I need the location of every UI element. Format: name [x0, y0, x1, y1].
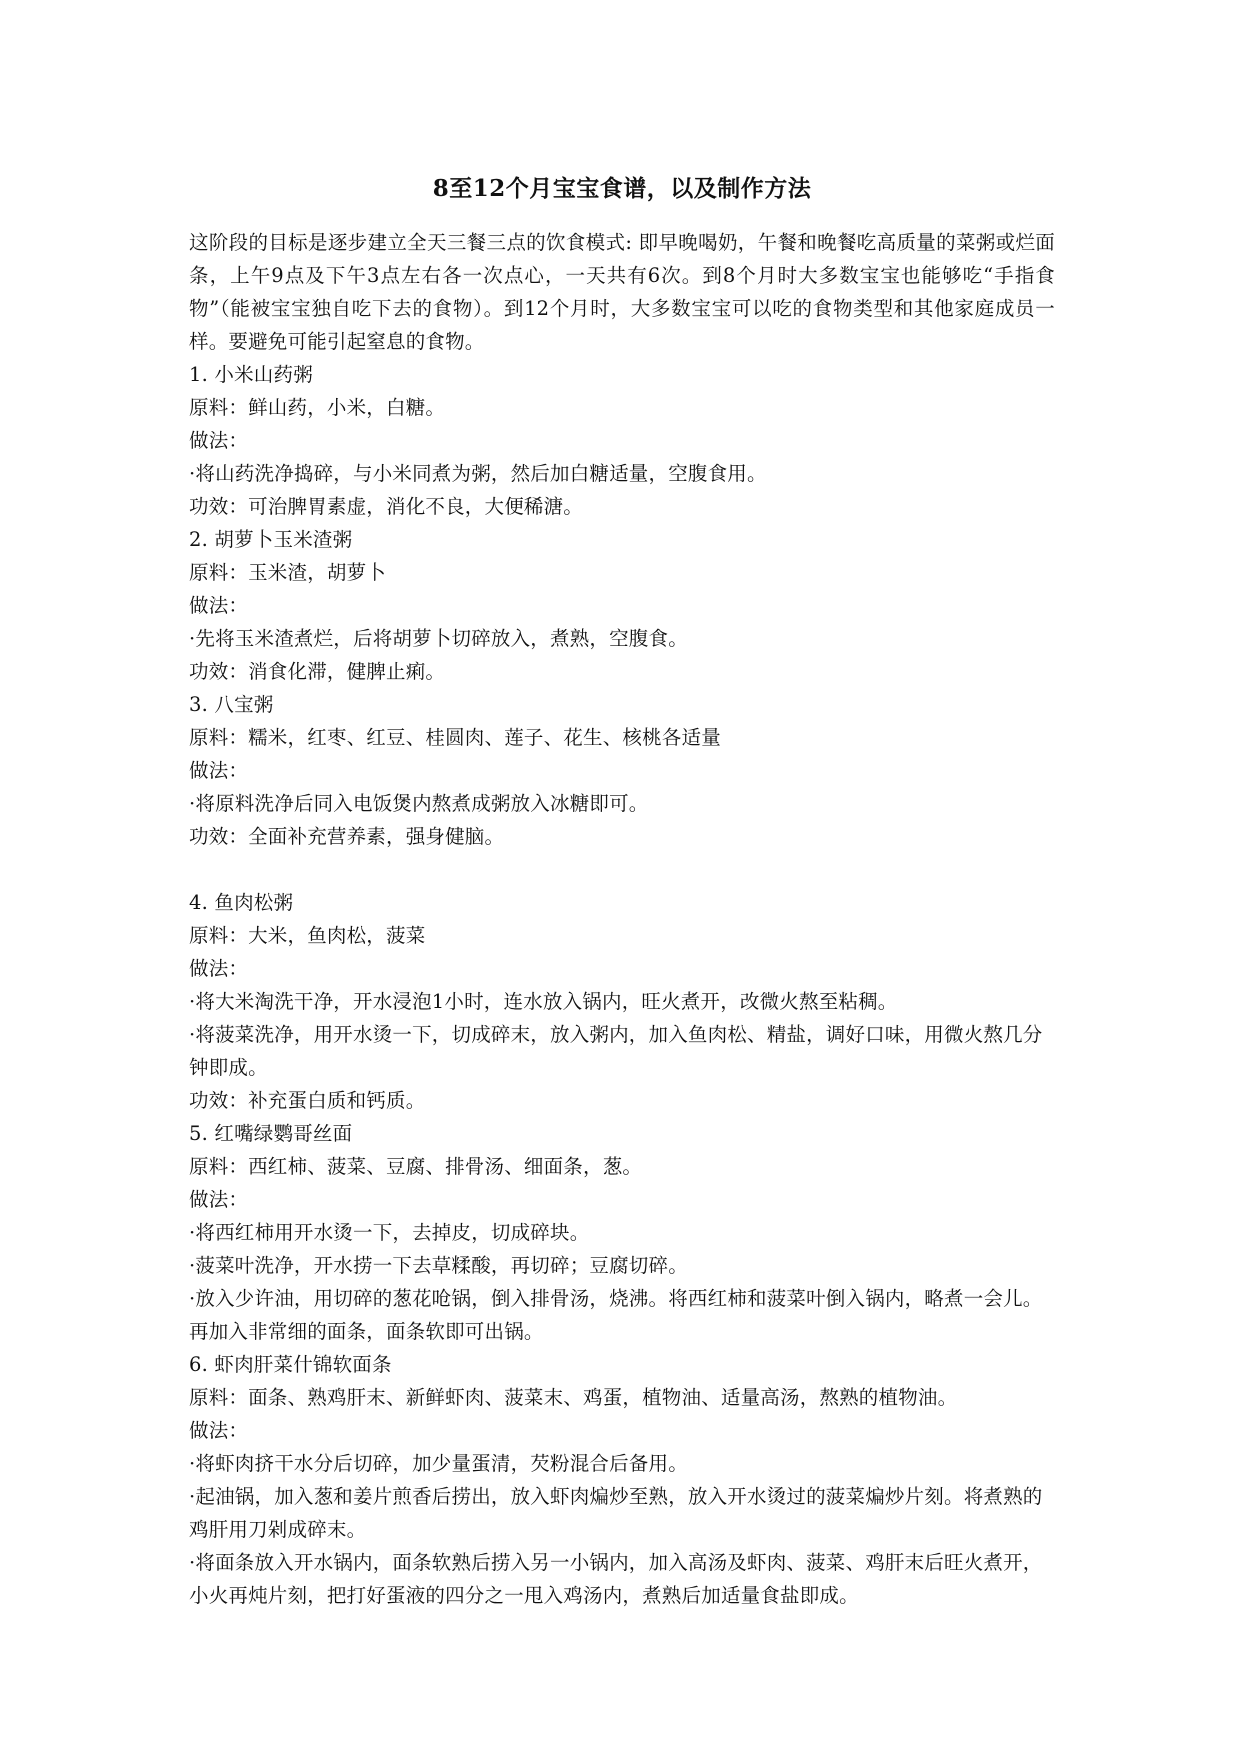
- recipe-step: ·先将玉米渣煮烂，后将胡萝卜切碎放入，煮熟，空腹食。: [189, 627, 688, 650]
- recipe-step: ·将原料洗净后同入电饭煲内熬煮成粥放入冰糖即可。: [189, 792, 649, 815]
- recipe-method-label: 做法：: [189, 1188, 249, 1211]
- intro-paragraph: 这阶段的目标是逐步建立全天三餐三点的饮食模式: 即早晚喝奶，午餐和晚餐吃高质量的菜粥或烂面条，上午9点及下午3点左右各一次点心，一天共有6次。到8个月时大多数宝宝也能够吃“手指食物”（能被宝宝独自吃下去的食物）。到12个月时，大多数宝宝可以吃的食物类型和其他家庭成员一样。要避免可能引起窒息的食物。: [189, 231, 1055, 353]
- recipe-effect: 功效：补充蛋白质和钙质。: [189, 1089, 426, 1112]
- recipe-ingredients: 原料：鲜山药，小米，白糖。: [189, 396, 446, 419]
- recipe-step: ·将大米淘洗干净，开水浸泡1小时，连水放入锅内，旺火煮开，改微火熬至粘稠。: [189, 990, 898, 1013]
- recipe-heading: 3. 八宝粥: [189, 693, 274, 716]
- recipe-ingredients: 原料：糯米，红枣、红豆、桂圆肉、莲子、花生、核桃各适量: [189, 726, 721, 749]
- recipe-method-label: 做法：: [189, 759, 249, 782]
- recipe-method-label: 做法：: [189, 594, 249, 617]
- recipe-step: ·将山药洗净捣碎，与小米同煮为粥，然后加白糖适量，空腹食用。: [189, 462, 767, 485]
- recipe-heading: 4. 鱼肉松粥: [189, 891, 294, 914]
- recipe-step: ·菠菜叶洗净，开水捞一下去草糅酸，再切碎；豆腐切碎。: [189, 1254, 688, 1277]
- recipe-step: ·将菠菜洗净，用开水烫一下，切成碎末，放入粥内，加入鱼肉松、精盐，调好口味，用微火熬几分钟即成。: [189, 1023, 1043, 1079]
- document-title: 8至12个月宝宝食谱，以及制作方法: [432, 175, 812, 202]
- recipe-method-label: 做法：: [189, 429, 249, 452]
- recipe-effect: 功效：全面补充营养素，强身健脑。: [189, 825, 505, 848]
- recipe-ingredients: 原料：面条、熟鸡肝末、新鲜虾肉、菠菜末、鸡蛋，植物油、适量高汤，熬熟的植物油。: [189, 1386, 958, 1409]
- recipe-method-label: 做法：: [189, 957, 249, 980]
- recipe-ingredients: 原料：大米，鱼肉松，菠菜: [189, 924, 426, 947]
- recipe-step: ·放入少许油，用切碎的葱花呛锅，倒入排骨汤，烧沸。将西红柿和菠菜叶倒入锅内，略煮一会儿。再加入非常细的面条，面条软即可出锅。: [189, 1287, 1043, 1343]
- recipe-heading: 5. 红嘴绿鹦哥丝面: [189, 1122, 353, 1145]
- document-page: [189, 170, 1055, 1612]
- recipe-step: ·将虾肉挤干水分后切碎，加少量蛋清，芡粉混合后备用。: [189, 1452, 688, 1475]
- recipe-step: ·起油锅，加入葱和姜片煎香后捞出，放入虾肉煸炒至熟，放入开水烫过的菠菜煸炒片刻。将煮熟的鸡肝用刀剁成碎末。: [189, 1485, 1043, 1541]
- recipe-effect: 功效：可治脾胃素虚，消化不良，大便稀溏。: [189, 495, 584, 518]
- recipe-heading: 6. 虾肉肝菜什锦软面条: [189, 1353, 392, 1376]
- recipe-ingredients: 原料：玉米渣，胡萝卜: [189, 561, 387, 584]
- recipe-step: ·将面条放入开水锅内，面条软熟后捞入另一小锅内，加入高汤及虾肉、菠菜、鸡肝末后旺火煮开，小火再炖片刻，把打好蛋液的四分之一甩入鸡汤内，煮熟后加适量食盐即成。: [189, 1551, 1043, 1607]
- blank-line: [189, 853, 1055, 886]
- recipe-ingredients: 原料：西红柿、菠菜、豆腐、排骨汤、细面条，葱。: [189, 1155, 643, 1178]
- recipe-effect: 功效：消食化滞，健脾止痢。: [189, 660, 446, 683]
- recipe-heading: 2. 胡萝卜玉米渣粥: [189, 528, 353, 551]
- recipe-method-label: 做法：: [189, 1419, 249, 1442]
- recipe-step: ·将西红柿用开水烫一下，去掉皮，切成碎块。: [189, 1221, 590, 1244]
- recipe-heading: 1. 小米山药粥: [189, 363, 313, 386]
